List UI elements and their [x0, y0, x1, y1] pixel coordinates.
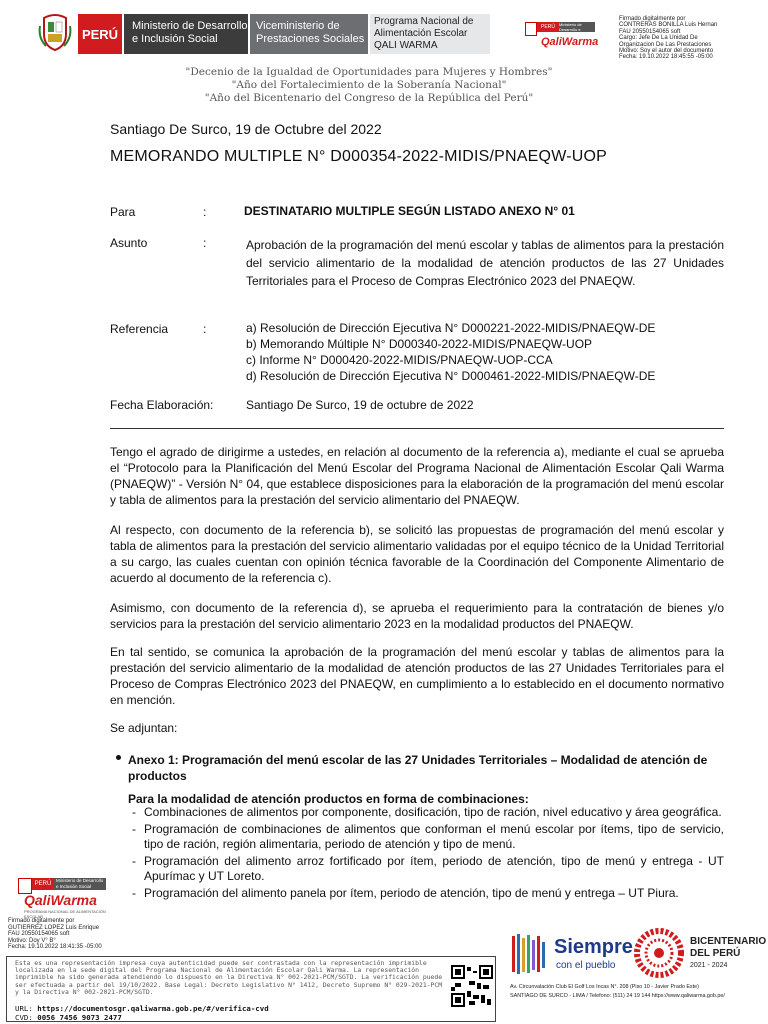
footer-program-label: PROGRAMA NACIONAL DE ALIMENTACIÓN ESCOLAR [24, 909, 106, 919]
header [0, 0, 768, 62]
fecha-value: Santiago De Surco, 19 de octubre de 2022 [246, 398, 474, 412]
qaliwarma-logo-text: QaliWarma [541, 36, 599, 48]
siempre-title: Siempre [554, 936, 633, 958]
referencia-d: d) Resolución de Dirección Ejecutiva N° D000461-2022-MIDIS/PNAEQW-DE [246, 369, 656, 383]
divider [110, 428, 724, 429]
sub-heading: Para la modalidad de atención productos en forma de combinaciones: [128, 792, 529, 806]
footer-ministry-label: Ministerio de Desarrollo e Inclusión Social [54, 878, 106, 890]
verification-url [15, 1004, 269, 1013]
paragraph-1: Tengo el agrado de dirigirme a ustedes, en relación al documento de la referencia a), mediante el cual se aprueba el “Protocolo para la Planificación del Menú Escolar del Programa Nacional de Alimentación Escolar Qali Warma (PNAEQW)” - Versión N° 04, que establece disposiciones para la elaboración de la programación del menú escolar y tabla de alimentos para la prestación del servicio alimentario del PNAEQW. [110, 445, 724, 507]
siempre-sub: con el pueblo [556, 960, 616, 971]
list-item: - Combinaciones de alimentos por componente, dosificación, tipo de ración, nivel educativo y área geográfica. [132, 805, 724, 820]
verification-text: Esta es una representación impresa cuya autenticidad puede ser contrastada con la representación imprimible localizada en la sede digital del Programa Nacional de Alimentación Escolar Qali Warma. La representación imprimible ha sido generada atendiendo lo dispuesto en la Directiva N° 002-2021-PCM/SGTD. La verificación puede ser efectuada a partir del 19/10/2022. Base Legal: Decreto Legislativo N° 1412, Decreto Supremo N° 029-2021-PCM y la Directiva N° 002-2021-PCM/SGTD. [15, 959, 443, 996]
anexo-1-title: Anexo 1: Programación del menú escolar de las 27 Unidades Territoriales – Modalidad de atención de productos [128, 753, 708, 783]
shield-icon [525, 22, 537, 36]
referencia-label: Referencia [110, 322, 169, 336]
asunto-colon: : [203, 236, 207, 250]
para-colon: : [203, 205, 207, 219]
para-value: DESTINATARIO MULTIPLE SEGÚN LISTADO ANEXO N° 01 [244, 204, 575, 218]
address-line-1: Av. Circunvalación Club El Golf Los Incas N°. 208 (Piso 10 - Javier Prado Este) [510, 984, 699, 990]
bicentenario-line-2: DEL PERÚ [690, 948, 741, 959]
paragraph-3: Asimismo, con documento de la referencia d), se aprueba el requerimiento para la contratación de bienes y/o servicios para la prestación del servicio alimentario 2023 en la modalidad productos del PNAEQW. [110, 601, 724, 631]
motto-3: "Año del Bicentenario del Congreso de la República del Perú" [204, 92, 534, 104]
verification-box [6, 956, 496, 1022]
address-line-2: SANTIAGO DE SURCO - LIMA / Telefono: (511) 24 19 144 https://www.qaliwarma.gob.pe/ [510, 993, 725, 999]
viceministry-label: Viceministerio de Prestaciones Sociales [250, 14, 368, 54]
footer-qaliwarma-logo [18, 878, 110, 919]
footer-address [510, 983, 768, 1001]
paragraph-2: Al respecto, con documento de la referencia b), se solicitó las propuestas de programación del menú escolar y tabla de alimentos para la prestación del servicio alimentario validadas por el equipo técnico de la Unidad Territorial a su cargo, las cuales cuentan con opinión técnica favorable de la Coordinación del Componente Alimentario de acuerdo al documento de la referencia c). [110, 523, 724, 585]
cvd-label: CVD: [15, 1013, 33, 1022]
referencia-colon: : [203, 322, 207, 336]
paragraph-5: Se adjuntan: [110, 721, 178, 735]
bullet-icon [116, 755, 121, 760]
motto-2: "Año del Fortalecimiento de la Soberanía Nacional" [231, 79, 507, 91]
bicentenario-emblem-icon [632, 926, 686, 980]
list-item: - Programación del alimento panela por ítem, periodo de atención, tipo de menú y entrega – UT Piura. [132, 886, 724, 901]
list-item: - Programación del alimento arroz fortificado por ítem, periodo de atención, tipo de menú y entrega - UT Apurímac y UT Loreto. [132, 854, 724, 884]
url-label: URL: [15, 1004, 33, 1013]
ministry-label: Ministerio de Desarrollo e Inclusión Social [124, 14, 248, 54]
fecha-label: Fecha Elaboración: [110, 398, 214, 412]
ministry-mini-label: Ministerio de Desarrollo e Inclusión Social [559, 22, 595, 32]
cvd-code [15, 1013, 122, 1022]
url-link[interactable]: https://documentosgr.qaliwarma.gob.pe/#/verifica-cvd [37, 1004, 269, 1013]
digital-signature-header: Firmado digitalmente por CONTRERAS BONILLA Luis Hernan FAU 20550154065 soft Cargo: Jefe De La Unidad De Organizacion De Las Prestaciones Motivo: Soy el autor del documento Fecha: 19.10.2022 18:45:55 -05:00 [619, 16, 718, 61]
referencia-c: c) Informe N° D000420-2022-MIDIS/PNAEQW-UOP-CCA [246, 353, 553, 367]
official-mottos [0, 66, 768, 105]
date-line: Santiago De Surco, 19 de Octubre del 2022 [110, 121, 382, 137]
siempre-con-el-pueblo-logo [510, 928, 633, 980]
stripes-icon [510, 932, 550, 976]
cvd-value: 0056 7456 9073 2477 [37, 1013, 122, 1022]
memo-title: MEMORANDO MULTIPLE N° D000354-2022-MIDIS/PNAEQW-UOP [110, 148, 608, 165]
dash-list [132, 805, 724, 903]
asunto-label: Asunto [110, 236, 148, 250]
list-item: - Programación de combinaciones de alimentos que conforman el menú escolar por ítems, tipo de servicio, tipo de ración, región alimentaria, periodo de atención y tipo de menú. [132, 822, 724, 852]
program-label: Programa Nacional de Alimentación Escolar QALI WARMA [370, 14, 490, 54]
referencia-b: b) Memorando Múltiple N° D000340-2022-MIDIS/PNAEQW-UOP [246, 337, 593, 351]
paragraph-4: En tal sentido, se comunica la aprobación de la programación del menú escolar y tablas de alimentos para la prestación del servicio alimentario de la modalidad de atención productos de las 27 Unidades Territoriales para el Proceso de Compras Electrónico 2023 del PNAEQW, en cumplimiento a lo establecido en el documento normativo en mención. [110, 645, 724, 707]
peru-label: PERÚ [78, 14, 122, 54]
referencia-a: a) Resolución de Dirección Ejecutiva N° D000221-2022-MIDIS/PNAEQW-DE [246, 321, 656, 335]
referencias-list [246, 320, 724, 384]
digital-signature-footer: Firmado digitalmente por GUTIERREZ LOPEZ Luis Enrique FAU 20550154065 soft Motivo: Doy V° B° Fecha: 19.10.2022 18:41:35 -05:00 [8, 918, 102, 950]
footer-peru-label: PERÚ [32, 878, 54, 890]
bicentenario-logo [632, 926, 768, 978]
motto-1: "Decenio de la Igualdad de Oportunidades para Mujeres y Hombres" [185, 66, 553, 78]
peru-mini-label: PERÚ [537, 22, 559, 32]
footer-qaliwarma-text: QaliWarma [24, 892, 97, 908]
qr-code-icon[interactable] [451, 965, 493, 1007]
coat-of-arms-icon [38, 12, 72, 52]
asunto-value: Aprobación de la programación del menú escolar y tablas de alimentos para la prestación del servicio alimentario de la modalidad de atención productos de las 27 Unidades Territoriales para el Proceso de Compras Electrónico 2023 del PNAEQW. [246, 238, 724, 288]
qaliwarma-logo [525, 22, 613, 56]
bicentenario-line-3: 2021 - 2024 [690, 962, 728, 969]
bicentenario-line-1: BICENTENARIO [690, 936, 767, 947]
para-label: Para [110, 205, 136, 219]
